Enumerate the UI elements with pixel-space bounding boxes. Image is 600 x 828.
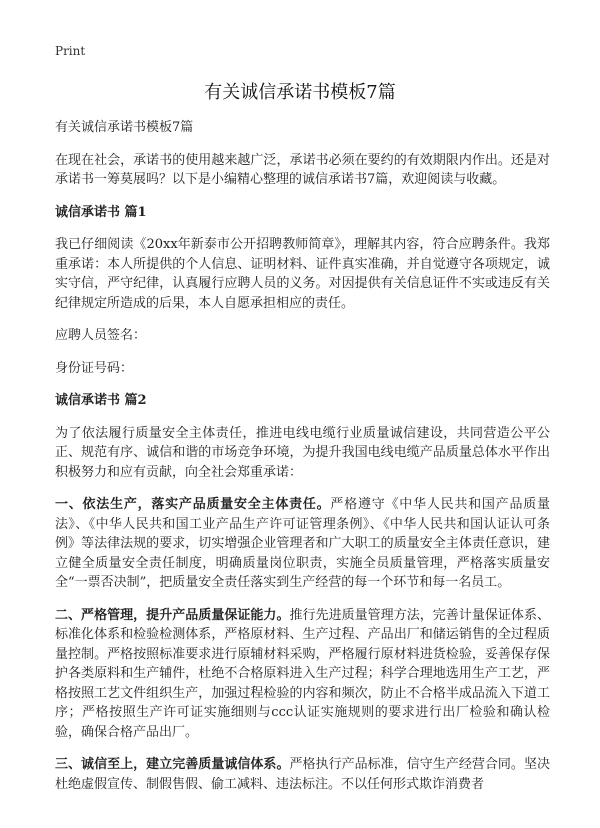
commitment-item-3-text: 严格执行产品标准，信守生产经营合同。坚决杜绝虚假宣传、制假售假、偷工减料、违法标注。不以任何形式欺诈消费者 [55,757,550,792]
commitment-item-2 [55,606,550,743]
commitment-item-3-heading: 三、诚信至上，建立完善质量诚信体系。 [55,757,290,772]
id-number-label: 身份证号码： [55,360,134,376]
section1-paragraph: 我已仔细阅读《20xx年新泰市公开招聘教师简章》，理解其内容，符合应聘条件。我郑重承诺：本人所提供的个人信息、证明材料、证件真实准确，并自觉遵守各项规定，诚实守信，严守纪律，认真履行应聘人员的义务。对因提供有关信息证件不实或违反有关纪律规定所造成的后果，本人自愿承担相应的责任。 [55,237,550,311]
commitment-item-3 [55,755,550,794]
subtitle: 有关诚信承诺书模板7篇 [55,120,194,135]
commitment-item-1 [55,495,550,593]
intro-paragraph: 在现在社会，承诺书的使用越来越广泛，承诺书必须在要约的有效期限内作出。还是对承诺书一筹莫展吗？以下是小编精心整理的诚信承诺书7篇，欢迎阅读与收藏。 [55,152,550,187]
section-heading-2: 诚信承诺书 篇2 [55,393,147,408]
commitment-item-1-heading: 一、依法生产，落实产品质量安全主体责任。 [55,497,331,512]
section2-intro-paragraph: 为了依法履行质量安全主体责任，推进电线电缆行业质量诚信建设，共同营造公平公正、规范有序、诚信和谐的市场竞争环境，为提升我国电线电缆产品质量总体水平作出积极努力和应有贡献，向全社会郑重承诺： [55,425,550,480]
print-link[interactable]: Print [55,44,86,58]
commitment-item-2-heading: 二、严格管理，提升产品质量保证能力。 [55,607,290,623]
document-body [55,118,550,807]
commitment-item-1-text: 严格遵守《中华人民共和国产品质量法》、《中华人民共和国工业产品生产许可证管理条例》、《中华人民共和国认证认可条例》等法律法规的要求，切实增强企业管理者和广大职工的质量安全主体责任意识，建立健全质量安全责任制度，明确质量岗位职责，实施全员质量管理，严格落实质量安全“一票否决制”，把质量安全责任落实到生产经营的每一个环节和每一名员工。 [55,497,550,590]
signature-label: 应聘人员签名： [55,328,147,343]
commitment-item-2-text: 推行先进质量管理方法，完善计量保证体系、标准化体系和检验检测体系，严格原材料、生产过程、产品出厂和储运销售的全过程质量控制。严格按照标准要求进行原辅材料采购，严格履行原材料进货检验，妥善保存保护各类原料和生产辅件，杜绝不合格原料进入生产过程；科学合理地选用生产工艺，严格按照工艺文件组织生产，加强过程检验的内容和频次，防止不合格半成品流入下道工序；严格按照生产许可证实施细则与ccc认证实施规则的要求进行出厂检验和确认检验，确保合格产品出厂。 [55,607,550,740]
document-title: 有关诚信承诺书模板7篇 [204,82,396,103]
section-heading-1: 诚信承诺书 篇1 [55,204,147,220]
